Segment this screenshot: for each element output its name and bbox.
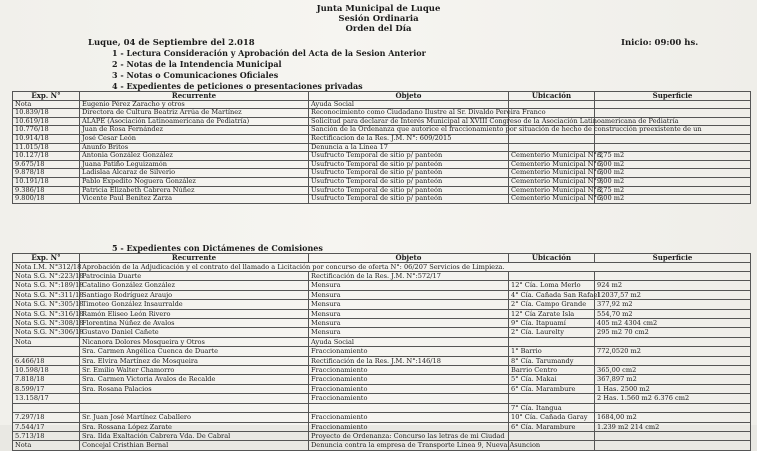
table-cell: 11.015/18 <box>13 143 80 152</box>
agenda-item-1: 1 - Lectura Consideración y Aprobación del Acta de la Sesion Anterior <box>112 48 426 58</box>
table-cell <box>509 337 595 346</box>
table-cell: 9.386/18 <box>13 186 80 195</box>
doc-start-time: Inicio: 09:00 hs. <box>621 38 699 48</box>
table-cell: Rectificación de la Res. J.M. N°:572/17 <box>309 272 509 281</box>
table-cell: 6° Cía. Marambure <box>509 384 595 393</box>
table-cell: 7° Cía. Itangua <box>509 403 595 412</box>
table-cell: Ayuda Social <box>309 337 509 346</box>
table-cell: 365,00 cm2 <box>595 366 751 375</box>
table-cell: Nota <box>13 441 80 450</box>
table-cell: 8° Cía. Tarumandy <box>509 356 595 365</box>
table-cell: Cementerio Municipal N°:3 <box>509 195 595 204</box>
column-header: Exp. N° <box>13 254 80 263</box>
table-cell: 6,00 m2 <box>595 169 751 178</box>
column-header: Recurrente <box>80 92 309 101</box>
table-row <box>13 281 751 290</box>
table-cell <box>595 100 751 109</box>
table-cell: Gustavo Daniel Cañete <box>80 328 309 337</box>
table-cell: Rectificación de la Res. J.M. N°:146/18 <box>309 356 509 365</box>
table-cell <box>13 403 80 412</box>
table-cell: Denuncia a la Linea 17 <box>309 143 509 152</box>
table-cell: Patrocinia Duarte <box>80 272 309 281</box>
table-cell: Mensura <box>309 290 509 299</box>
table-cell: 12° Cía Zarate Isla <box>509 309 595 318</box>
doc-date: Luque, 04 de Septiembre del 2.018 <box>88 38 255 48</box>
table-cell <box>509 134 595 143</box>
table-cell: Ayuda Social <box>309 100 509 109</box>
table-cell: Eugenio Pérez Zaracho y otros <box>80 100 309 109</box>
table-cell: Directora de Cultura Beatriz Arrúa de Martínez <box>80 109 309 118</box>
table-row <box>13 403 751 412</box>
table-cell: 7.297/18 <box>13 413 80 422</box>
table-cell: Reconocimiento como Ciudadano Ilustre al Sr. Divaldo Pereira Franco <box>309 109 509 118</box>
table-cell: Mensura <box>309 281 509 290</box>
table-cell: Pablo Expedito Noguera González <box>80 177 309 186</box>
table-cell: Nota <box>13 337 80 346</box>
agenda-item-5: 5 - Expedientes con Dictámenes de Comisiones <box>112 243 323 253</box>
table-cell: 8,75 m2 <box>595 152 751 161</box>
table-row <box>13 328 751 337</box>
agenda-item-4: 4 - Expedientes de peticiones o presentaciones privadas <box>112 81 363 91</box>
table-cell: Cementerio Municipal N°:3 <box>509 160 595 169</box>
table-cell <box>509 272 595 281</box>
table-cell: Anunfo Britos <box>80 143 309 152</box>
table-cell <box>509 394 595 403</box>
table-cell: Concejal Cristhian Bernal <box>80 441 309 450</box>
table-cell: Mensura <box>309 309 509 318</box>
table-cell: 10.839/18 <box>13 109 80 118</box>
table-cell: Sra. Ilda Exaltación Cabrera Vda. De Cabral <box>80 431 309 440</box>
table-cell: Sra. Carmen Victoria Avalos de Recalde <box>80 375 309 384</box>
column-header: Recurrente <box>80 254 309 263</box>
table-cell: Antonia González González <box>80 152 309 161</box>
table-row <box>13 375 751 384</box>
table-cell: 13.158/17 <box>13 394 80 403</box>
table-cell: Ramón Eliseo León Rivero <box>80 309 309 318</box>
table-cell: 10.776/18 <box>13 126 80 135</box>
table-cell: Ladislaa Alcaraz de Silverio <box>80 169 309 178</box>
column-header: Objeto <box>309 254 509 263</box>
table-cell: Cementerio Municipal N°:2 <box>509 186 595 195</box>
table-row <box>13 441 751 450</box>
table-cell <box>595 337 751 346</box>
table-row <box>13 195 751 204</box>
table-cell: Solicitud para declarar de Interés Municipal al XVIII Congreso de la Asociación Latinoamericana de Pediatría <box>309 117 509 126</box>
table-cell: Sanción de la Ordenanza que autorice el fraccionamiento por situación de hecho de construcción preexistente de un <box>309 126 509 135</box>
column-header: Exp. N° <box>13 92 80 101</box>
table-row <box>13 262 751 271</box>
table-cell: Nota I.M. N°312/18 <box>13 262 80 271</box>
table-cell: Sra. Rosana Palacios <box>80 384 309 393</box>
table-cell <box>80 394 309 403</box>
table-cell: Nota S.G. N°:223/18 <box>13 272 80 281</box>
table-cell <box>595 134 751 143</box>
table-cell: Sr. Juan José Martínez Caballero <box>80 413 309 422</box>
table-cell: Fraccionamiento <box>309 394 509 403</box>
agenda-item-3: 3 - Notas o Comunicaciones Oficiales <box>112 70 279 80</box>
table-cell: Nicanora Dolores Mosqueira y Otros <box>80 337 309 346</box>
table-row <box>13 356 751 365</box>
table-row <box>13 309 751 318</box>
table-cell: Fraccionamiento <box>309 366 509 375</box>
table-cell: Timoteo González Insaurralde <box>80 300 309 309</box>
table-row <box>13 366 751 375</box>
table-row <box>13 422 751 431</box>
table-cell: Fraccionamiento <box>309 422 509 431</box>
column-header: Ubicación <box>509 92 595 101</box>
table-cell: Usufructo Temporal de sitio p/ panteón <box>309 169 509 178</box>
private-petitions-table <box>12 91 751 204</box>
table-row <box>13 413 751 422</box>
table-cell: 6° Cía. Marambure <box>509 422 595 431</box>
table-header-row <box>13 254 751 263</box>
table-cell: 295 m2 70 cm2 <box>595 328 751 337</box>
table-row <box>13 319 751 328</box>
table-cell: 9.675/18 <box>13 160 80 169</box>
table-cell: 8,75 m2 <box>595 186 751 195</box>
table-cell: 10.598/18 <box>13 366 80 375</box>
doc-subtitle: Sesión Ordinaria <box>338 14 419 24</box>
table-cell: 10.127/18 <box>13 152 80 161</box>
column-header: Superficie <box>595 92 751 101</box>
table-cell: 9.800/18 <box>13 195 80 204</box>
table-cell: Santiago Rodríguez Araujo <box>80 290 309 299</box>
table-cell <box>13 347 80 356</box>
table-cell: 772,0520 m2 <box>595 347 751 356</box>
table-cell: Usufructo Temporal de sitio p/ panteón <box>309 186 509 195</box>
table-row <box>13 177 751 186</box>
column-header: Objeto <box>309 92 509 101</box>
table-cell: 5° Cía. Makai <box>509 375 595 384</box>
table-cell: Cementerio Municipal N°:2 <box>509 152 595 161</box>
table-cell: Aprobación de la Adjudicación y el contrato del llamado a Licitación por concurso de oferta N°: 06/207 Servicios de Limpieza. <box>80 262 751 271</box>
table-cell <box>595 272 751 281</box>
table-cell <box>595 403 751 412</box>
doc-order: Orden del Día <box>345 24 412 34</box>
table-row <box>13 272 751 281</box>
table-cell: 2 Has. 1.560 m2 6.376 cm2 <box>595 394 751 403</box>
table-cell: Florentina Núñez de Avalos <box>80 319 309 328</box>
table-cell <box>595 356 751 365</box>
table-row <box>13 394 751 403</box>
table-cell: 4° Cía. Cañada San Rafael <box>509 290 595 299</box>
table-cell: Nota S.G. N°:311/18 <box>13 290 80 299</box>
table-cell: 8.599/17 <box>13 384 80 393</box>
table-header-row <box>13 92 751 101</box>
table-cell: Fraccionamiento <box>309 347 509 356</box>
table-cell: 12037,57 m2 <box>595 290 751 299</box>
table-cell: Sra. Rossana López Zarate <box>80 422 309 431</box>
table-cell <box>595 441 751 450</box>
table-cell: 9,00 m2 <box>595 177 751 186</box>
table-cell: Sra. Elvira Martínez de Mosqueira <box>80 356 309 365</box>
commission-reports-table <box>12 253 751 451</box>
table-cell: 9.878/18 <box>13 169 80 178</box>
table-cell: Catalino González González <box>80 281 309 290</box>
table-cell: Patricia Elizabeth Cabrera Núñez <box>80 186 309 195</box>
table-cell: 1684,00 m2 <box>595 413 751 422</box>
table-cell: 1.239 m2 214 cm2 <box>595 422 751 431</box>
table-cell: Rectificacion de la Res. J.M. N°: 609/2015 <box>309 134 509 143</box>
table-row <box>13 152 751 161</box>
table-cell <box>509 431 595 440</box>
table-cell: 405 m2 4304 cm2 <box>595 319 751 328</box>
table-cell: Denuncia contra la empresa de Transporte Linea 9, Nueva Asuncion <box>309 441 509 450</box>
agenda-item-2: 2 - Notas de la Intendencia Municipal <box>112 59 282 69</box>
table-cell: Sr. Emilio Walter Chamorro <box>80 366 309 375</box>
table-cell: Juan de Rosa Fernández <box>80 126 309 135</box>
table-cell: Usufructo Temporal de sitio p/ panteón <box>309 152 509 161</box>
table-cell: 10° Cía. Cañada Garay <box>509 413 595 422</box>
table-cell: 12° Cía. Loma Merlo <box>509 281 595 290</box>
table-cell: Mensura <box>309 319 509 328</box>
table-row <box>13 290 751 299</box>
table-cell: 377,92 m2 <box>595 300 751 309</box>
table-cell: Barrio Centro <box>509 366 595 375</box>
table-cell <box>595 431 751 440</box>
table-cell: 2° Cía. Laurelty <box>509 328 595 337</box>
table-cell <box>80 403 309 412</box>
table-cell: 367,897 m2 <box>595 375 751 384</box>
table-cell <box>309 403 509 412</box>
table-cell: Mensura <box>309 328 509 337</box>
doc-title: Junta Municipal de Luque <box>316 4 441 14</box>
table-cell: 2° Cía. Campo Grande <box>509 300 595 309</box>
table-cell: Cementerio Municipal N°:3 <box>509 177 595 186</box>
table-row <box>13 109 751 118</box>
table-cell: Cementerio Municipal N°:3 <box>509 169 595 178</box>
table-cell: 10.619/18 <box>13 117 80 126</box>
table-cell: 1° Barrio <box>509 347 595 356</box>
table-cell: 6,00 m2 <box>595 195 751 204</box>
table-cell: Nota S.G. N°:305/18 <box>13 300 80 309</box>
table-row <box>13 384 751 393</box>
table-row <box>13 337 751 346</box>
table-cell: Juana Patiño Leguizamón <box>80 160 309 169</box>
table-row <box>13 431 751 440</box>
table-cell: 6.466/18 <box>13 356 80 365</box>
table-cell: ALAPE (Asociación Latinoamericana de Pediatría) <box>80 117 309 126</box>
table-cell: Nota S.G. N°:308/18 <box>13 319 80 328</box>
table-cell: 10.914/18 <box>13 134 80 143</box>
table-cell: 5.713/18 <box>13 431 80 440</box>
table-cell: Sra. Carmen Angélica Cuenca de Duarte <box>80 347 309 356</box>
table-cell: Fraccionamiento <box>309 375 509 384</box>
column-header: Ubicación <box>509 254 595 263</box>
table-cell: Vicente Paul Benítez Zarza <box>80 195 309 204</box>
table-row <box>13 300 751 309</box>
table-row <box>13 134 751 143</box>
table-cell: 1 Has. 2500 m2 <box>595 384 751 393</box>
table-cell: Proyecto de Ordenanza: Concurso las letras de mi Ciudad <box>309 431 509 440</box>
table-cell: Fraccionamiento <box>309 384 509 393</box>
table-cell: 924 m2 <box>595 281 751 290</box>
table-cell: Usufructo Temporal de sitio p/ panteón <box>309 177 509 186</box>
table-cell: 554,70 m2 <box>595 309 751 318</box>
table-cell: 7.818/18 <box>13 375 80 384</box>
table-cell: 9° Cía. Itapuamí <box>509 319 595 328</box>
column-header: Superficie <box>595 254 751 263</box>
table-cell: Nota <box>13 100 80 109</box>
table-cell: Fraccionamiento <box>309 413 509 422</box>
table-cell: Nota S.G. N°:306/18 <box>13 328 80 337</box>
table-cell: José Cesar León <box>80 134 309 143</box>
table-cell: Nota S.G. N°:189/18 <box>13 281 80 290</box>
table-cell <box>595 109 751 118</box>
table-cell: 10.191/18 <box>13 177 80 186</box>
table-cell: Usufructo Temporal de sitio p/ panteón <box>309 195 509 204</box>
table-row <box>13 347 751 356</box>
table-cell: Usufructo Temporal de sitio p/ panteón <box>309 160 509 169</box>
table-cell: 7.544/17 <box>13 422 80 431</box>
table-cell: Nota S.G. N°:316/18 <box>13 309 80 318</box>
table-cell: 6,00 m2 <box>595 160 751 169</box>
table-cell: Mensura <box>309 300 509 309</box>
